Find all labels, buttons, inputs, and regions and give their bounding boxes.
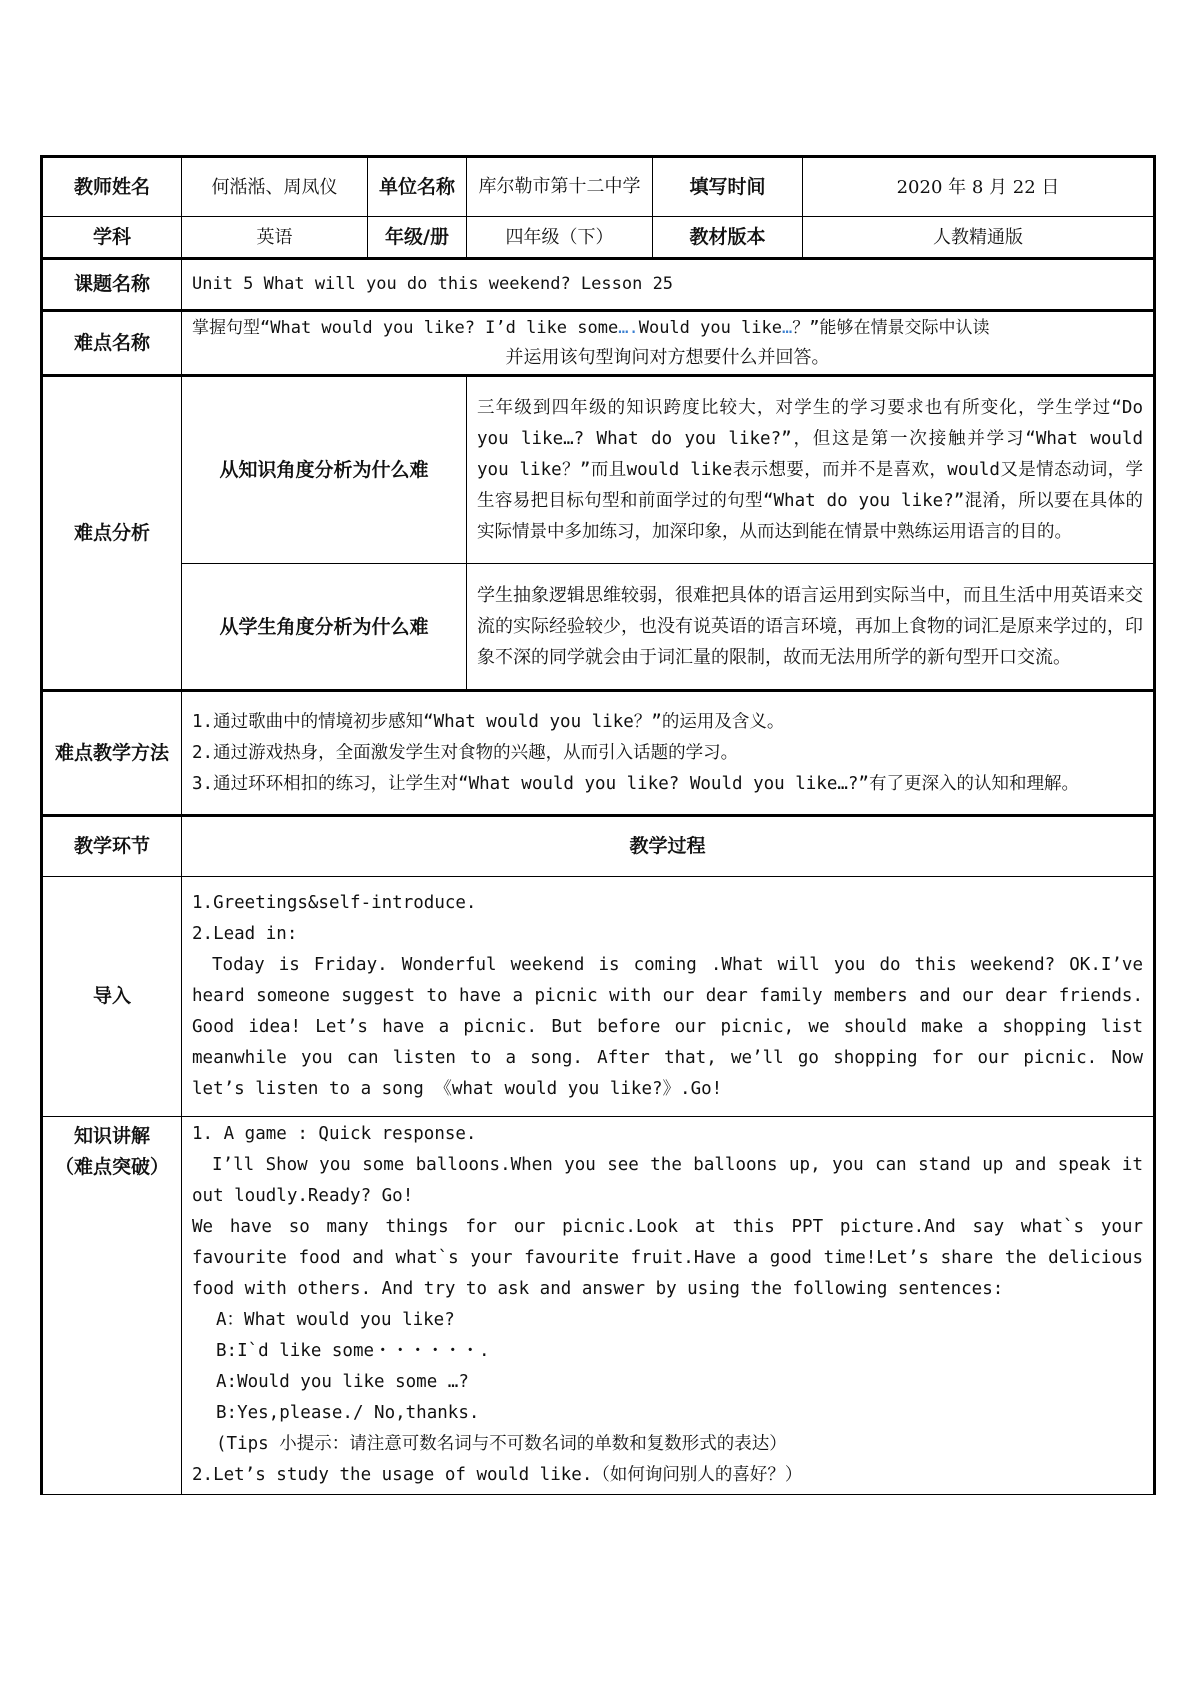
knowledge-angle-text: 三年级到四年级的知识跨度比较大，对学生的学习要求也有所变化，学生学过“Do you like…? What do you like?”，但这是第一次接触并学习“What would you like？”而且would like表示想要，而并不是喜欢，would又是情态动词，学生容易把目标句型和前面学过的句型“What do you like?”混淆，所以要在具体的实际情景中多加练习，加深印象，从而达到能在情景中熟练运用语言的目的。	[467, 376, 1155, 564]
knowledge-label	[42, 1117, 182, 1495]
unit-name-label: 单位名称	[368, 157, 467, 217]
dialog-line-3: A:Would you like some …?	[216, 1372, 469, 1392]
analysis-label: 难点分析	[42, 376, 182, 691]
subject-value: 英语	[182, 217, 368, 259]
intro-label: 导入	[42, 877, 182, 1117]
difficulty-line-1	[192, 314, 1143, 343]
knowledge-label-line-2: （难点突破）	[54, 1156, 169, 1178]
knowledge-content	[182, 1117, 1155, 1495]
stage-header: 教学环节	[42, 816, 182, 877]
student-angle-label: 从学生角度分析为什么难	[182, 564, 467, 691]
teacher-name-value: 何湉湉、周凤仪	[182, 157, 368, 217]
knowledge-last-line: 2.Let’s study the usage of would like.（如何询问别人的喜好？）	[192, 1465, 803, 1485]
difficulty-ellipsis-1: ….	[618, 318, 639, 338]
student-angle-text: 学生抽象逻辑思维较弱，很难把具体的语言运用到实际当中，而且生活中用英语来交流的实际经验较少，也没有说英语的语言环境，再加上食物的词汇是原来学过的，印象不深的同学就会由于词汇量的限制，故而无法用所学的新句型开口交流。	[467, 564, 1155, 691]
intro-paragraph: Today is Friday. Wonderful weekend is coming .What will you do this weekend? OK.I’ve heard someone suggest to have a picnic with our dear family members and our dear friends. Good idea! Let’s have a picnic. But before our picnic, we should make a shopping list meanwhile you can listen to a song. After that, we’ll go shopping for our picnic. Now let’s listen to a song 《what would you like?》.Go!	[192, 955, 1143, 1099]
knowledge-angle-label: 从知识角度分析为什么难	[182, 376, 467, 564]
teacher-name-label: 教师姓名	[42, 157, 182, 217]
date-label: 填写时间	[653, 157, 803, 217]
difficulty-label: 难点名称	[42, 311, 182, 376]
method-item-1: 1.通过歌曲中的情境初步感知“What would you like？”的运用及含义。	[192, 711, 785, 732]
dialog-line-1: A：What would you like?	[216, 1310, 455, 1330]
subject-label: 学科	[42, 217, 182, 259]
difficulty-text-e: ？”能够在情景交际中认读	[792, 318, 990, 338]
lesson-plan-table	[40, 155, 1156, 1495]
difficulty-text-a: 掌握句型“What would you like? I’d like some	[192, 318, 619, 338]
knowledge-para-1: I’ll Show you some balloons.When you see the balloons up, you can stand up and speak it out loudly.Ready? Go!	[192, 1155, 1143, 1206]
difficulty-ellipsis-2: …	[782, 318, 793, 338]
tips-line: (Tips 小提示：请注意可数名词与不可数名词的单数和复数形式的表达）	[216, 1434, 787, 1454]
knowledge-para-2: We have so many things for our picnic.Look at this PPT picture.And say what`s your favourite food and what`s your favourite fruit.Have a good time!Let’s share the delicious food with others. And try to ask and answer by using the following sentences:	[192, 1217, 1143, 1299]
dialog-line-2: B:I`d like some・・・・・・.	[216, 1341, 490, 1361]
edition-value: 人教精通版	[803, 217, 1155, 259]
lesson-plan-document	[40, 155, 1153, 1495]
grade-value: 四年级（下）	[467, 217, 653, 259]
knowledge-line-1: 1. A game : Quick response.	[192, 1124, 477, 1144]
methods-list	[182, 691, 1155, 816]
method-item-3: 3.通过环环相扣的练习，让学生对“What would you like? Would you like…?”有了更深入的认知和理解。	[192, 773, 1079, 794]
methods-label: 难点教学方法	[42, 691, 182, 816]
edition-label: 教材版本	[653, 217, 803, 259]
topic-value: Unit 5 What will you do this weekend? Lesson 25	[182, 259, 1155, 311]
dialog-line-4: B:Yes,please./ No,thanks.	[216, 1403, 480, 1423]
intro-line-1: 1.Greetings&self-introduce.	[192, 893, 477, 913]
intro-line-2: 2.Lead in:	[192, 924, 298, 944]
grade-label: 年级/册	[368, 217, 467, 259]
difficulty-text-c: Would you like	[638, 318, 783, 338]
date-value: 2020 年 8 月 22 日	[803, 157, 1155, 217]
knowledge-label-line-1: 知识讲解	[73, 1125, 150, 1147]
difficulty-line-2: 并运用该句型询问对方想要什么并回答。	[505, 347, 830, 368]
topic-label: 课题名称	[42, 259, 182, 311]
unit-name-value: 库尔勒市第十二中学	[467, 157, 653, 217]
process-header: 教学过程	[182, 816, 1155, 877]
method-item-2: 2.通过游戏热身，全面激发学生对食物的兴趣，从而引入话题的学习。	[192, 742, 739, 763]
intro-content	[182, 877, 1155, 1117]
difficulty-value	[182, 311, 1155, 376]
